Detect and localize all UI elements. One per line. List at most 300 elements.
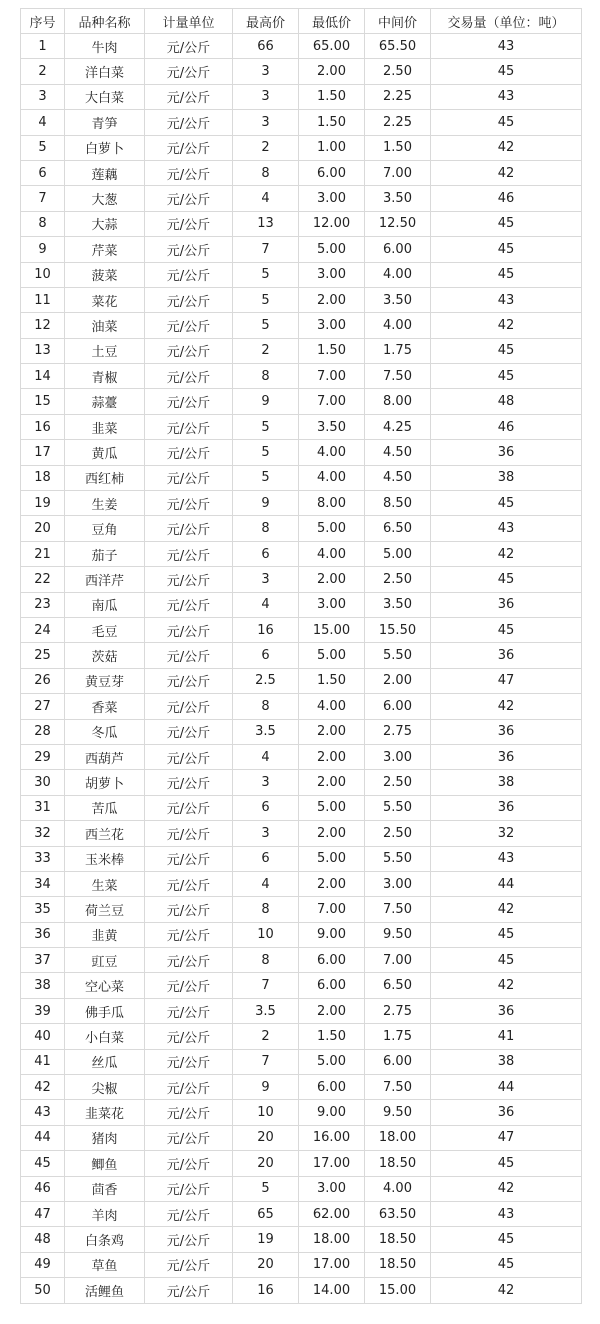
cell-max-price: 8 [233,516,299,541]
cell-max-price: 5 [233,287,299,312]
cell-volume: 45 [431,364,582,389]
cell-volume: 44 [431,871,582,896]
cell-unit: 元/公斤 [145,744,233,769]
cell-index: 36 [21,922,65,947]
cell-unit: 元/公斤 [145,1201,233,1226]
cell-max-price: 10 [233,922,299,947]
cell-mid-price: 2.50 [365,770,431,795]
cell-name: 羊肉 [65,1201,145,1226]
cell-unit: 元/公斤 [145,1049,233,1074]
cell-unit: 元/公斤 [145,1100,233,1125]
cell-volume: 38 [431,770,582,795]
cell-volume: 45 [431,948,582,973]
cell-min-price: 8.00 [299,491,365,516]
table-row [21,1024,582,1049]
cell-index: 31 [21,795,65,820]
cell-mid-price: 2.00 [365,668,431,693]
cell-index: 13 [21,338,65,363]
table-row [21,541,582,566]
cell-unit: 元/公斤 [145,1176,233,1201]
cell-volume: 45 [431,237,582,262]
cell-name: 油菜 [65,313,145,338]
cell-unit: 元/公斤 [145,643,233,668]
cell-index: 40 [21,1024,65,1049]
cell-max-price: 8 [233,160,299,185]
cell-min-price: 3.00 [299,592,365,617]
cell-max-price: 20 [233,1151,299,1176]
cell-max-price: 5 [233,465,299,490]
cell-volume: 36 [431,1100,582,1125]
cell-name: 玉米棒 [65,846,145,871]
cell-name: 韭菜花 [65,1100,145,1125]
cell-min-price: 2.00 [299,744,365,769]
cell-index: 28 [21,719,65,744]
cell-mid-price: 5.00 [365,541,431,566]
cell-max-price: 3 [233,110,299,135]
cell-name: 生姜 [65,491,145,516]
cell-unit: 元/公斤 [145,719,233,744]
cell-volume: 45 [431,1151,582,1176]
cell-max-price: 2.5 [233,668,299,693]
cell-volume: 36 [431,643,582,668]
table-row [21,414,582,439]
cell-mid-price: 15.00 [365,1278,431,1303]
cell-name: 草鱼 [65,1252,145,1277]
cell-volume: 42 [431,135,582,160]
table-row [21,287,582,312]
cell-max-price: 6 [233,795,299,820]
cell-unit: 元/公斤 [145,948,233,973]
cell-min-price: 7.00 [299,897,365,922]
cell-name: 佛手瓜 [65,998,145,1023]
cell-index: 39 [21,998,65,1023]
table-row [21,262,582,287]
table-row [21,160,582,185]
cell-mid-price: 1.50 [365,135,431,160]
cell-min-price: 12.00 [299,211,365,236]
cell-unit: 元/公斤 [145,567,233,592]
table-row [21,1176,582,1201]
table-row [21,1278,582,1303]
cell-unit: 元/公斤 [145,211,233,236]
cell-volume: 42 [431,541,582,566]
cell-mid-price: 18.50 [365,1227,431,1252]
table-row [21,871,582,896]
cell-volume: 36 [431,998,582,1023]
table-row [21,135,582,160]
header-min-price: 最低价 [299,9,365,34]
cell-index: 16 [21,414,65,439]
cell-unit: 元/公斤 [145,922,233,947]
cell-max-price: 7 [233,1049,299,1074]
cell-volume: 45 [431,262,582,287]
cell-name: 生菜 [65,871,145,896]
cell-index: 37 [21,948,65,973]
cell-index: 9 [21,237,65,262]
cell-unit: 元/公斤 [145,338,233,363]
cell-max-price: 3.5 [233,998,299,1023]
cell-name: 白条鸡 [65,1227,145,1252]
table-row [21,948,582,973]
table-row [21,795,582,820]
cell-volume: 43 [431,846,582,871]
cell-max-price: 8 [233,694,299,719]
cell-index: 12 [21,313,65,338]
cell-mid-price: 2.50 [365,567,431,592]
cell-mid-price: 6.00 [365,694,431,719]
cell-max-price: 4 [233,871,299,896]
cell-max-price: 8 [233,948,299,973]
cell-unit: 元/公斤 [145,110,233,135]
cell-index: 10 [21,262,65,287]
cell-name: 尖椒 [65,1075,145,1100]
cell-name: 丝瓜 [65,1049,145,1074]
table-row [21,34,582,59]
table-row [21,1227,582,1252]
cell-min-price: 2.00 [299,287,365,312]
cell-volume: 38 [431,465,582,490]
cell-name: 西葫芦 [65,744,145,769]
cell-name: 冬瓜 [65,719,145,744]
cell-volume: 43 [431,1201,582,1226]
cell-min-price: 3.00 [299,186,365,211]
cell-volume: 45 [431,491,582,516]
cell-index: 35 [21,897,65,922]
cell-name: 大葱 [65,186,145,211]
cell-max-price: 16 [233,1278,299,1303]
cell-index: 26 [21,668,65,693]
cell-name: 鲫鱼 [65,1151,145,1176]
cell-mid-price: 3.00 [365,744,431,769]
cell-name: 毛豆 [65,617,145,642]
cell-name: 芹菜 [65,237,145,262]
cell-min-price: 5.00 [299,643,365,668]
cell-unit: 元/公斤 [145,770,233,795]
cell-name: 青椒 [65,364,145,389]
cell-mid-price: 7.50 [365,364,431,389]
cell-index: 14 [21,364,65,389]
cell-name: 牛肉 [65,34,145,59]
cell-max-price: 3 [233,821,299,846]
cell-volume: 42 [431,1176,582,1201]
cell-mid-price: 8.50 [365,491,431,516]
table-row [21,922,582,947]
table-row [21,668,582,693]
table-row [21,465,582,490]
cell-min-price: 1.50 [299,668,365,693]
header-unit: 计量单位 [145,9,233,34]
cell-volume: 44 [431,1075,582,1100]
cell-mid-price: 6.00 [365,237,431,262]
cell-index: 15 [21,389,65,414]
cell-max-price: 19 [233,1227,299,1252]
cell-volume: 43 [431,34,582,59]
cell-min-price: 1.50 [299,84,365,109]
cell-mid-price: 4.50 [365,465,431,490]
cell-volume: 42 [431,313,582,338]
cell-min-price: 1.50 [299,338,365,363]
cell-min-price: 15.00 [299,617,365,642]
cell-volume: 45 [431,110,582,135]
cell-min-price: 4.00 [299,440,365,465]
table-row [21,1100,582,1125]
cell-index: 17 [21,440,65,465]
cell-max-price: 13 [233,211,299,236]
cell-unit: 元/公斤 [145,592,233,617]
cell-volume: 41 [431,1024,582,1049]
table-row [21,186,582,211]
cell-max-price: 9 [233,389,299,414]
cell-max-price: 16 [233,617,299,642]
cell-name: 豇豆 [65,948,145,973]
cell-min-price: 1.50 [299,1024,365,1049]
cell-unit: 元/公斤 [145,262,233,287]
cell-name: 苦瓜 [65,795,145,820]
cell-index: 18 [21,465,65,490]
cell-min-price: 5.00 [299,795,365,820]
cell-max-price: 6 [233,541,299,566]
cell-index: 3 [21,84,65,109]
table-row [21,1125,582,1150]
cell-unit: 元/公斤 [145,414,233,439]
cell-unit: 元/公斤 [145,287,233,312]
cell-name: 土豆 [65,338,145,363]
cell-max-price: 10 [233,1100,299,1125]
cell-min-price: 3.00 [299,313,365,338]
cell-max-price: 4 [233,592,299,617]
cell-index: 6 [21,160,65,185]
cell-unit: 元/公斤 [145,160,233,185]
cell-mid-price: 3.00 [365,871,431,896]
cell-mid-price: 3.50 [365,592,431,617]
table-body [21,34,582,1304]
cell-unit: 元/公斤 [145,1075,233,1100]
cell-name: 大白菜 [65,84,145,109]
price-table [20,8,582,1304]
cell-max-price: 7 [233,237,299,262]
cell-unit: 元/公斤 [145,34,233,59]
cell-min-price: 2.00 [299,821,365,846]
cell-volume: 36 [431,719,582,744]
cell-volume: 43 [431,287,582,312]
cell-min-price: 17.00 [299,1252,365,1277]
table-row [21,1252,582,1277]
cell-volume: 45 [431,211,582,236]
cell-mid-price: 2.25 [365,110,431,135]
cell-index: 42 [21,1075,65,1100]
cell-unit: 元/公斤 [145,237,233,262]
table-row [21,237,582,262]
cell-mid-price: 18.00 [365,1125,431,1150]
cell-min-price: 3.00 [299,1176,365,1201]
cell-unit: 元/公斤 [145,1252,233,1277]
cell-unit: 元/公斤 [145,84,233,109]
cell-mid-price: 4.50 [365,440,431,465]
header-name: 品种名称 [65,9,145,34]
cell-unit: 元/公斤 [145,59,233,84]
cell-min-price: 65.00 [299,34,365,59]
table-header-row [21,9,582,34]
cell-max-price: 5 [233,313,299,338]
cell-max-price: 6 [233,643,299,668]
cell-unit: 元/公斤 [145,998,233,1023]
table-row [21,897,582,922]
cell-unit: 元/公斤 [145,821,233,846]
cell-volume: 45 [431,922,582,947]
table-row [21,110,582,135]
table-row [21,846,582,871]
cell-volume: 32 [431,821,582,846]
cell-name: 莲藕 [65,160,145,185]
cell-volume: 46 [431,414,582,439]
table-row [21,770,582,795]
cell-mid-price: 6.50 [365,516,431,541]
cell-name: 豆角 [65,516,145,541]
cell-min-price: 4.00 [299,541,365,566]
cell-index: 23 [21,592,65,617]
cell-index: 11 [21,287,65,312]
cell-unit: 元/公斤 [145,846,233,871]
cell-index: 29 [21,744,65,769]
cell-mid-price: 5.50 [365,643,431,668]
header-mid-price: 中间价 [365,9,431,34]
cell-min-price: 14.00 [299,1278,365,1303]
table-row [21,567,582,592]
cell-mid-price: 5.50 [365,846,431,871]
cell-index: 45 [21,1151,65,1176]
cell-mid-price: 12.50 [365,211,431,236]
cell-volume: 45 [431,338,582,363]
cell-max-price: 5 [233,440,299,465]
table-row [21,516,582,541]
cell-name: 西红柿 [65,465,145,490]
cell-name: 青笋 [65,110,145,135]
header-max-price: 最高价 [233,9,299,34]
cell-max-price: 4 [233,744,299,769]
cell-unit: 元/公斤 [145,516,233,541]
cell-mid-price: 7.50 [365,1075,431,1100]
cell-name: 茴香 [65,1176,145,1201]
cell-name: 小白菜 [65,1024,145,1049]
cell-mid-price: 4.00 [365,262,431,287]
cell-name: 韭菜 [65,414,145,439]
cell-index: 27 [21,694,65,719]
cell-min-price: 9.00 [299,922,365,947]
cell-unit: 元/公斤 [145,694,233,719]
cell-name: 活鲤鱼 [65,1278,145,1303]
cell-max-price: 3 [233,567,299,592]
cell-volume: 46 [431,186,582,211]
cell-name: 大蒜 [65,211,145,236]
cell-index: 47 [21,1201,65,1226]
cell-max-price: 3.5 [233,719,299,744]
cell-volume: 42 [431,160,582,185]
cell-mid-price: 4.00 [365,1176,431,1201]
cell-mid-price: 7.00 [365,160,431,185]
cell-min-price: 6.00 [299,160,365,185]
cell-max-price: 6 [233,846,299,871]
cell-unit: 元/公斤 [145,465,233,490]
cell-mid-price: 1.75 [365,338,431,363]
cell-max-price: 3 [233,59,299,84]
cell-min-price: 6.00 [299,973,365,998]
cell-unit: 元/公斤 [145,871,233,896]
table-row [21,592,582,617]
table-row [21,491,582,516]
cell-max-price: 2 [233,1024,299,1049]
table-row [21,389,582,414]
cell-unit: 元/公斤 [145,541,233,566]
cell-volume: 38 [431,1049,582,1074]
cell-max-price: 5 [233,414,299,439]
cell-volume: 45 [431,1227,582,1252]
cell-min-price: 5.00 [299,516,365,541]
cell-volume: 42 [431,1278,582,1303]
table-row [21,338,582,363]
cell-max-price: 3 [233,770,299,795]
cell-name: 空心菜 [65,973,145,998]
cell-volume: 43 [431,84,582,109]
cell-index: 2 [21,59,65,84]
table-row [21,211,582,236]
cell-index: 44 [21,1125,65,1150]
cell-min-price: 17.00 [299,1151,365,1176]
cell-mid-price: 3.50 [365,287,431,312]
table-row [21,364,582,389]
cell-name: 荷兰豆 [65,897,145,922]
cell-min-price: 5.00 [299,237,365,262]
cell-volume: 45 [431,617,582,642]
cell-min-price: 1.00 [299,135,365,160]
cell-unit: 元/公斤 [145,1024,233,1049]
table-row [21,1201,582,1226]
header-volume: 交易量（单位：吨） [431,9,582,34]
cell-min-price: 2.00 [299,998,365,1023]
cell-min-price: 16.00 [299,1125,365,1150]
cell-mid-price: 2.25 [365,84,431,109]
cell-index: 19 [21,491,65,516]
table-row [21,313,582,338]
cell-name: 西洋芹 [65,567,145,592]
cell-min-price: 2.00 [299,567,365,592]
cell-max-price: 2 [233,135,299,160]
cell-max-price: 4 [233,186,299,211]
cell-index: 4 [21,110,65,135]
cell-max-price: 2 [233,338,299,363]
table-row [21,1075,582,1100]
cell-min-price: 2.00 [299,770,365,795]
cell-min-price: 2.00 [299,59,365,84]
cell-index: 34 [21,871,65,896]
table-row [21,1151,582,1176]
cell-name: 白萝卜 [65,135,145,160]
table-row [21,998,582,1023]
cell-volume: 45 [431,567,582,592]
cell-max-price: 8 [233,897,299,922]
cell-min-price: 3.50 [299,414,365,439]
cell-unit: 元/公斤 [145,1227,233,1252]
cell-min-price: 9.00 [299,1100,365,1125]
cell-max-price: 20 [233,1252,299,1277]
cell-max-price: 20 [233,1125,299,1150]
cell-name: 南瓜 [65,592,145,617]
cell-max-price: 9 [233,1075,299,1100]
cell-mid-price: 2.50 [365,59,431,84]
cell-min-price: 4.00 [299,465,365,490]
cell-index: 38 [21,973,65,998]
cell-min-price: 62.00 [299,1201,365,1226]
cell-index: 30 [21,770,65,795]
